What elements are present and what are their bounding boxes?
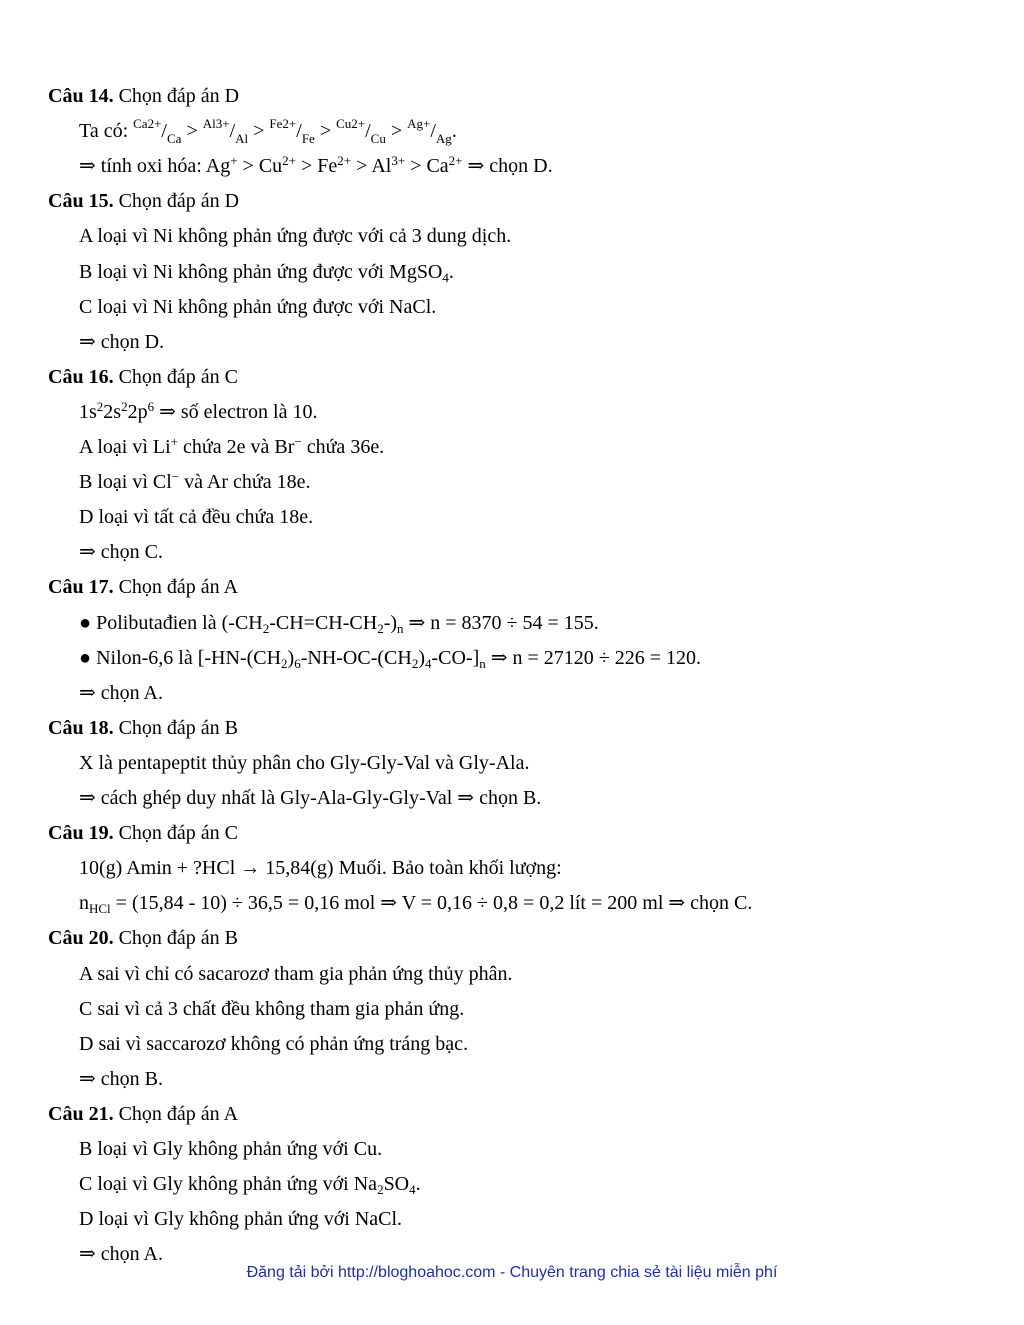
explanation-line: A loại vì Ni không phản ứng được với cả 3 dung dịch.: [79, 225, 512, 248]
question-number: Câu 20.: [48, 927, 114, 950]
answer-choice: Chọn đáp án B: [113, 716, 239, 739]
question-heading: [48, 575, 238, 599]
question-number: Câu 19.: [48, 822, 114, 845]
explanation-line: $n_{HCl} = (15,84 - 10) \div 36,5 = 0,16$ mol ⇒ V = 0,16 ÷ 0,8 = 0,2 lít = 200 ml ⇒ chọn C.: [79, 892, 753, 917]
explanation-line: A sai vì chỉ có sacarozơ tham gia phản ứng thủy phân.: [79, 962, 513, 985]
footer-credit: Đăng tải bởi http://bloghoahoc.com - Chuyên trang chia sẻ tài liệu miễn phí: [246, 1264, 778, 1281]
explanation-line: ● Nilon-6,6 là $[-HN-(CH_2)_6-NH-OC-(CH_2)_4-CO-]_n$ ⇒ n = 27120 ÷ 226 = 120.: [79, 646, 702, 671]
answer-choice: Chọn đáp án D: [113, 190, 240, 213]
explanation-line: ⇒ cách ghép duy nhất là Gly-Ala-Gly-Gly-Val ⇒ chọn B.: [79, 787, 542, 809]
explanation-line: $1s^22s^22p^6$ ⇒ số electron là 10.: [79, 398, 318, 423]
explanation-line: ⇒ chọn C.: [79, 541, 163, 564]
explanation-line: A loại vì Li+ chứa 2e và Br− chứa 36e.: [79, 434, 385, 458]
explanation-line: ● Polibutađien là $(-CH_2-CH=CH-CH_2-)_n$ ⇒ n = 8370 ÷ 54 = 155.: [79, 611, 599, 636]
question-number: Câu 15.: [48, 190, 114, 213]
question-number: Câu 18.: [48, 716, 114, 739]
explanation-line: C loại vì Ni không phản ứng được với NaCl.: [79, 295, 437, 318]
question-heading: [48, 189, 239, 213]
explanation-line: 10(g) Amin + ?HCl → 15,84(g) Muối. Bảo toàn khối lượng:: [79, 857, 562, 880]
answer-choice: Chọn đáp án D: [113, 85, 240, 107]
explanation-line: D loại vì tất cả đều chứa 18e.: [79, 506, 314, 529]
answer-choice: Chọn đáp án A: [113, 576, 239, 599]
explanation-line: ⇒ chọn A.: [79, 681, 163, 704]
explanation-line: B loại vì Cl− và Ar chứa 18e.: [79, 469, 311, 494]
question-heading: [48, 84, 239, 108]
question-heading: [48, 821, 238, 845]
explanation-line: ⇒ tính oxi hóa: $Ag^+ > Cu^{2+} > Fe^{2+} > Al^{3+} > Ca^{2+}$ ⇒ chọn D.: [79, 153, 553, 178]
explanation-line: Ta có: $^{Ca2+}/_{Ca} > ^{Al3+}/_{Al} > ^{Fe2+}/_{Fe} > ^{Cu2+}/_{Cu} > ^{Ag+}/_{Ag}$.: [79, 116, 457, 147]
explanation-line: X là pentapeptit thủy phân cho Gly-Gly-Val và Gly-Ala.: [79, 751, 530, 774]
explanation-line: B loại vì Gly không phản ứng với Cu.: [79, 1138, 383, 1160]
answer-choice: Chọn đáp án A: [113, 1102, 239, 1125]
explanation-line: C loại vì Gly không phản ứng với $Na_2SO_4$.: [79, 1173, 421, 1198]
question-number: Câu 17.: [48, 576, 114, 599]
question-number: Câu 21.: [48, 1102, 114, 1125]
explanation-line: D sai vì saccarozơ không có phản ứng tráng bạc.: [79, 1032, 469, 1055]
question-heading: [48, 1102, 238, 1126]
explanation-line: ⇒ chọn D.: [79, 330, 165, 353]
question-heading: [48, 365, 238, 389]
explanation-line: ⇒ chọn A.: [79, 1243, 163, 1266]
answer-choice: Chọn đáp án B: [113, 927, 239, 950]
question-number: Câu 16.: [48, 365, 114, 388]
explanation-line: D loại vì Gly không phản ứng với NaCl.: [79, 1208, 403, 1231]
explanation-line: C sai vì cả 3 chất đều không tham gia phản ứng.: [79, 997, 465, 1020]
explanation-line: ⇒ chọn B.: [79, 1067, 163, 1090]
question-heading: [48, 926, 238, 950]
answer-choice: Chọn đáp án C: [113, 822, 239, 845]
explanation-line: B loại vì Ni không phản ứng được với MgSO$_4$.: [79, 260, 454, 285]
question-heading: [48, 716, 238, 740]
question-number: Câu 14.: [48, 85, 114, 107]
answer-choice: Chọn đáp án C: [113, 365, 239, 388]
